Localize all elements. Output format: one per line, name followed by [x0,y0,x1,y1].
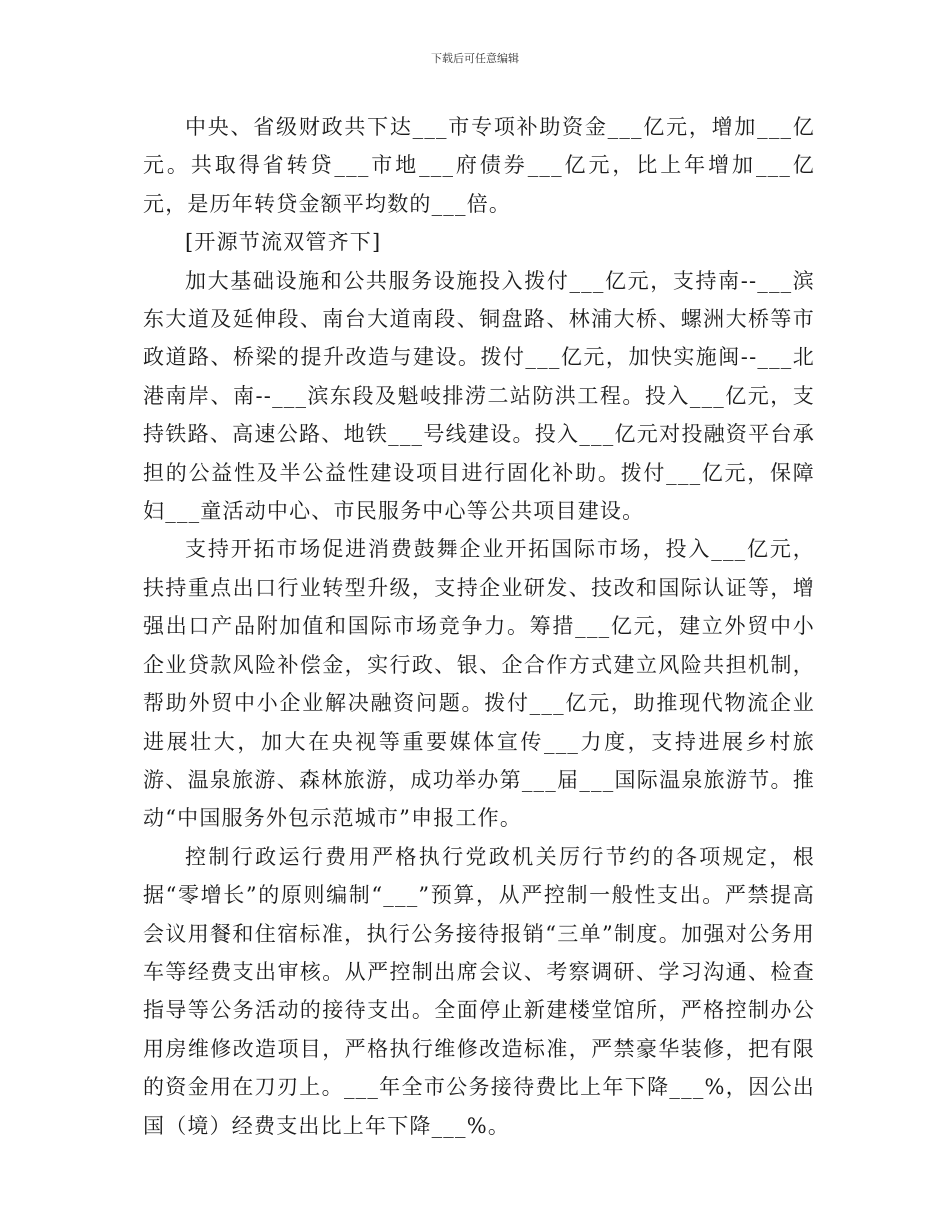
paragraph-administrative-costs: 控制行政运行费用严格执行党政机关厉行节约的各项规定，根据“零增长”的原则编制“___”预算，从严控制一般性支出。严禁提高会议用餐和住宿标准，执行公务接待报销“三单”制度。加强对公务用车等经费支出审核。从严控制出席会议、考察调研、学习沟通、检查指导等公务活动的接待支出。全面停止新建楼堂馆所，严格控制办公用房维修改造项目，严格执行维修改造标准，严禁豪华装修，把有限的资金用在刀刃上。___年全市公务接待费比上年下降___%，因公出国（境）经费支出比上年下降___%。 [143,844,815,1138]
page-header-watermark: 下载后可任意编辑 [431,52,519,65]
paragraph-fiscal-transfer: 中央、省级财政共下达___市专项补助资金___亿元，增加___亿元。共取得省转贷___市地___府债券___亿元，比上年增加___亿元，是历年转贷金额平均数的___倍。 [143,115,815,216]
document-body [143,108,815,1145]
paragraph-market-consumption: 支持开拓市场促进消费鼓舞企业开拓国际市场，投入___亿元，扶持重点出口行业转型升级，支持企业研发、技改和国际认证等，增强出口产品附加值和国际市场竞争力。筹措___亿元，建立外贸中小企业贷款风险补偿金，实行政、银、企合作方式建立风险共担机制，帮助外贸中小企业解决融资问题。拨付___亿元，助推现代物流企业进展壮大，加大在央视等重要媒体宣传___力度，支持进展乡村旅游、温泉旅游、森林旅游，成功举办第___届___国际温泉旅游节。推动“中国服务外包示范城市”申报工作。 [143,537,815,831]
section-heading: [开源节流双管齐下] [185,230,382,255]
paragraph-infrastructure: 加大基础设施和公共服务设施投入拨付___亿元，支持南--___滨东大道及延伸段、南台大道南段、铜盘路、林浦大桥、螺洲大桥等市政道路、桥梁的提升改造与建设。拨付___亿元，加快实施闽--___北港南岸、南--___滨东段及魁岐排涝二站防洪工程。投入___亿元，支持铁路、高速公路、地铁___号线建设。投入___亿元对投融资平台承担的公益性及半公益性建设项目进行固化补助。拨付___亿元，保障妇___童活动中心、市民服务中心等公共项目建设。 [143,268,815,524]
